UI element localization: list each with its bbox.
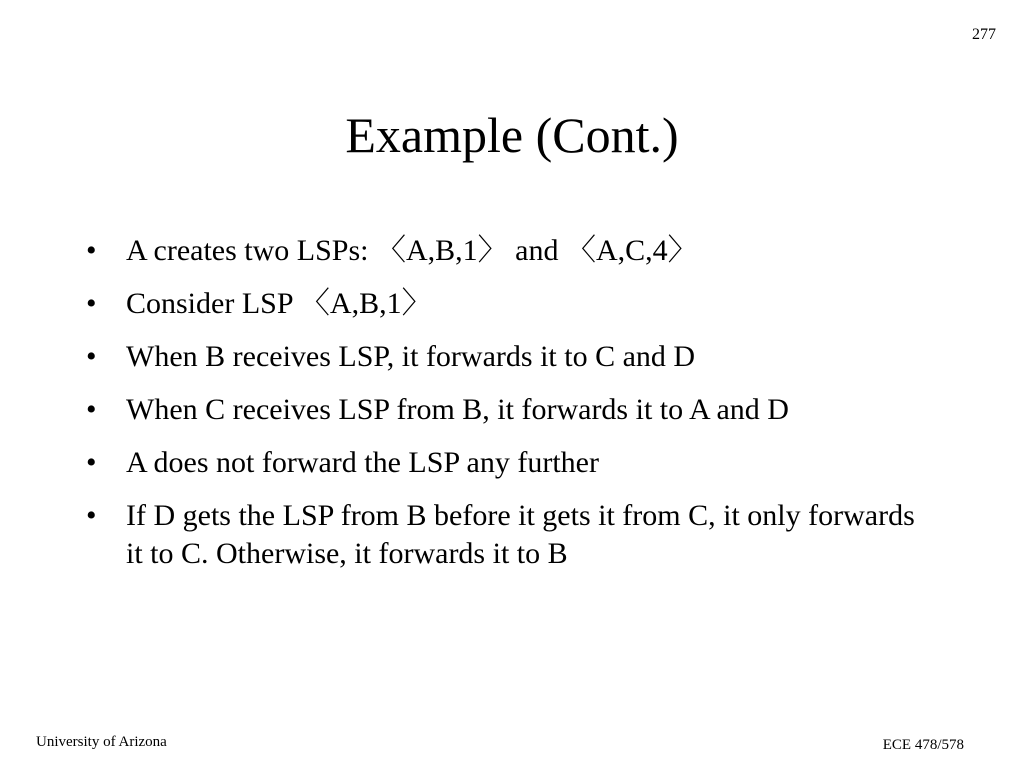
bullet-item	[86, 232, 926, 270]
footer-institution: University of Arizona	[36, 734, 167, 750]
bullet-text: If D gets the LSP from B before it gets it from C, it only forwards it to C. Otherwise, it forwards it to B	[126, 499, 915, 570]
bullet-text: A does not forward the LSP any further	[126, 446, 599, 479]
bullet-icon: •	[86, 340, 97, 373]
bullet-icon: •	[86, 499, 97, 532]
bullet-icon: •	[86, 446, 97, 479]
bullet-text: When C receives LSP from B, it forwards it to A and D	[126, 393, 789, 426]
bullet-text: A creates two LSPs: 〈A,B,1〉 and 〈A,C,4〉	[126, 234, 698, 267]
bullet-icon: •	[86, 234, 97, 267]
bullet-item	[86, 497, 926, 573]
bullet-icon: •	[86, 393, 97, 426]
bullet-text: When B receives LSP, it forwards it to C and D	[126, 340, 696, 373]
bullet-item	[86, 338, 926, 376]
bullet-item	[86, 391, 926, 429]
bullet-item	[86, 285, 926, 323]
bullet-text: Consider LSP 〈A,B,1〉	[126, 287, 432, 320]
footer-course: ECE 478/578	[882, 737, 964, 753]
bullet-item	[86, 444, 926, 482]
slide-title: Example (Cont.)	[345, 107, 679, 163]
bullet-list	[86, 232, 926, 588]
page-number: 277	[972, 26, 996, 43]
bullet-icon: •	[86, 287, 97, 320]
